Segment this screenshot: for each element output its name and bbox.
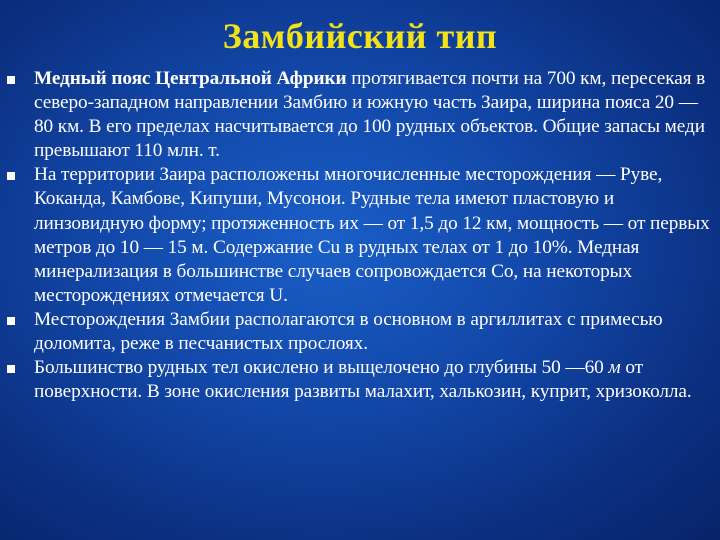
square-bullet-icon [7,365,15,373]
list-item [6,163,714,308]
bullet-body: протягивается почти на 700 км, пересекая в северо-западном направлении Замбию и южную часть Заира, ширина пояса 20 — 80 км. В его пределах насчитывается до 100 рудных объектов. Общие запасы меди превышают 110 млн. т. [34,68,706,162]
bold-phrase: Медный пояс Центральной Африки [34,68,347,89]
square-bullet-icon [7,76,15,84]
bullet-text: Месторождения Замбии располагаются в основном в аргиллитах с примесью доломита, реже в песчанистых прослоях. [34,308,663,355]
square-bullet-icon [7,317,15,325]
italic-unit: м [608,357,621,379]
bullet-body-start: Большинство рудных тел окислено и выщелочено до глубины 50 —60 [34,357,609,379]
bullet-text [34,357,692,402]
list-item [6,356,714,404]
square-bullet-icon [7,172,15,180]
bullet-body-end: от поверхности. В зоне окисления развиты малахит, халькозин, куприт, хризоколла. [34,357,692,403]
slide-title: Замбийский тип [222,16,498,56]
list-item [6,67,714,163]
bullet-text [34,68,705,161]
bullet-list [6,67,714,404]
list-item [6,308,714,356]
bullet-text: На территории Заира расположены многочисленные месторождения — Руве, Коканда, Камбове, Кипуши, Мусонои. Рудные тела имеют пластовую и линзовидную форму; протяженность их — от 1,5 до 12 км, мощность — от первых метров до 10 — 15 м. Содержание Cu в рудных телах от 1 до 10%. Медная минерализация в большинстве случаев сопровождается Со, на некоторых месторождениях отмечается U. [34,164,710,306]
